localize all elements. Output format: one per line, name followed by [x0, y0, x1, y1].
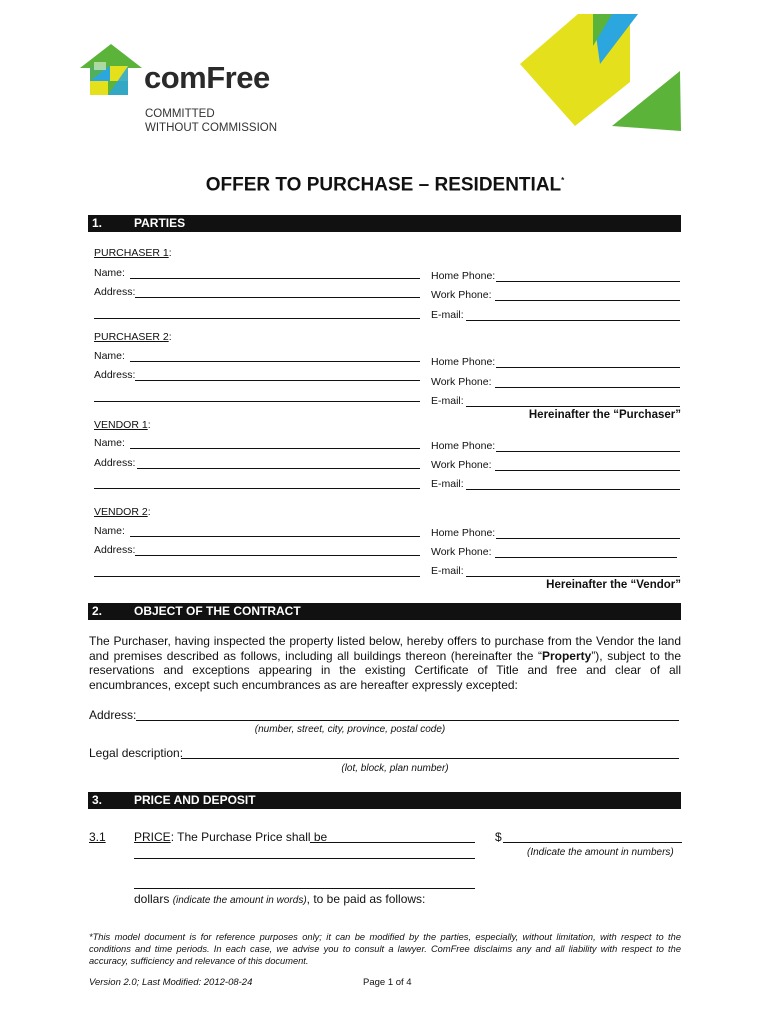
footnote: *This model document is for reference purposes only; it can be modified by the parties, especially, without limitation, with respect to the conditions and time periods. In each case, we advise you to consult a lawyer. ComFree disclaims any and all liability with respect to the accuracy, sufficiency and relevance of this document.: [89, 932, 681, 966]
address-label: Address:: [94, 369, 136, 381]
vendor-note: Hereinafter the “Vendor”: [546, 579, 681, 591]
purchaser-1-address-field[interactable]: [135, 297, 420, 298]
price-words-field-2[interactable]: [134, 888, 475, 889]
section-header-price: 3. PRICE AND DEPOSIT: [88, 792, 681, 809]
brand-name: comFree: [144, 60, 270, 95]
page-title: OFFER TO PURCHASE – RESIDENTIAL*: [205, 174, 565, 196]
address-hint: (number, street, city, province, postal code): [254, 724, 446, 735]
vendor-1-name-field[interactable]: [130, 448, 420, 449]
vendor-2-home-phone-field[interactable]: [496, 538, 680, 539]
section-header-object: 2. OBJECT OF THE CONTRACT: [88, 603, 681, 620]
vendor-2-address-field-2[interactable]: [94, 576, 420, 577]
vendor-2-name-field[interactable]: [130, 536, 420, 537]
price-clause: PRICE: The Purchase Price shall be: [134, 830, 328, 844]
price-numbers-field[interactable]: [503, 842, 682, 843]
legal-description-label: Legal description:: [89, 746, 184, 760]
address-label: Address:: [89, 708, 137, 722]
purchaser-1-address-field-2[interactable]: [94, 318, 420, 319]
vendor-2-address-field[interactable]: [135, 555, 420, 556]
purchaser-1-home-phone-field[interactable]: [496, 281, 680, 282]
brand-tagline: COMMITTED WITHOUT COMMISSION: [145, 108, 278, 134]
purchaser-2-address-field-2[interactable]: [94, 401, 420, 402]
email-label: E-mail:: [431, 395, 464, 407]
vendor-1-heading: VENDOR 1:: [94, 419, 151, 431]
vendor-1-address-field[interactable]: [137, 468, 420, 469]
dollars-line: dollars (indicate the amount in words), to be paid as follows:: [134, 892, 426, 906]
email-label: E-mail:: [431, 565, 464, 577]
name-label: Name:: [94, 267, 125, 279]
vendor-2-email-field[interactable]: [466, 576, 680, 577]
property-address-field[interactable]: [136, 720, 679, 721]
home-phone-label: Home Phone:: [431, 356, 496, 368]
vendor-1-home-phone-field[interactable]: [496, 451, 680, 452]
email-label: E-mail:: [431, 309, 464, 321]
vendor-1-email-field[interactable]: [466, 489, 680, 490]
section-header-parties: 1. PARTIES: [88, 215, 681, 232]
legal-description-field[interactable]: [181, 758, 679, 759]
purchaser-2-address-field[interactable]: [135, 380, 420, 381]
work-phone-label: Work Phone:: [431, 546, 492, 558]
vendor-1-address-field-2[interactable]: [94, 488, 420, 489]
decorative-shapes-icon: [500, 14, 690, 134]
name-label: Name:: [94, 437, 125, 449]
object-paragraph: The Purchaser, having inspected the property listed below, hereby offers to purchase from the Vendor the land and premises described as follows, including all buildings thereon (hereinafter the “Property”), subject to the reservations and exceptions appearing in the existing Certificate of Title and free and clear of all encumbrances, except such encumbrances as are hereafter expressly excepted:: [89, 634, 681, 692]
legal-description-hint: (lot, block, plan number): [341, 763, 449, 774]
purchase-price-field[interactable]: [310, 842, 475, 843]
purchaser-2-heading: PURCHASER 2:: [94, 331, 172, 343]
vendor-2-work-phone-field[interactable]: [495, 557, 677, 558]
purchaser-note: Hereinafter the “Purchaser”: [528, 409, 681, 421]
purchaser-1-name-field[interactable]: [130, 278, 420, 279]
purchaser-1-heading: PURCHASER 1:: [94, 247, 172, 259]
dollar-sign: $: [495, 830, 502, 844]
purchaser-2-home-phone-field[interactable]: [496, 367, 680, 368]
name-label: Name:: [94, 525, 125, 537]
price-words-field-1[interactable]: [134, 858, 475, 859]
purchaser-1-work-phone-field[interactable]: [495, 300, 680, 301]
home-phone-label: Home Phone:: [431, 527, 496, 539]
address-label: Address:: [94, 457, 136, 469]
name-label: Name:: [94, 350, 125, 362]
home-phone-label: Home Phone:: [431, 440, 496, 452]
home-phone-label: Home Phone:: [431, 270, 496, 282]
email-label: E-mail:: [431, 478, 464, 490]
vendor-1-work-phone-field[interactable]: [495, 470, 680, 471]
purchaser-1-email-field[interactable]: [466, 320, 680, 321]
purchaser-2-work-phone-field[interactable]: [495, 387, 680, 388]
vendor-2-heading: VENDOR 2:: [94, 506, 151, 518]
purchaser-2-email-field[interactable]: [466, 406, 680, 407]
address-label: Address:: [94, 544, 136, 556]
work-phone-label: Work Phone:: [431, 289, 492, 301]
purchaser-2-name-field[interactable]: [130, 361, 420, 362]
work-phone-label: Work Phone:: [431, 376, 492, 388]
version-info: Version 2.0; Last Modified: 2012-08-24: [89, 977, 253, 988]
page-number: Page 1 of 4: [363, 977, 412, 988]
address-label: Address:: [94, 286, 136, 298]
work-phone-label: Work Phone:: [431, 459, 492, 471]
clause-number: 3.1: [89, 830, 106, 844]
comfree-logo-icon: [80, 44, 142, 98]
numbers-hint: (Indicate the amount in numbers): [527, 847, 674, 858]
